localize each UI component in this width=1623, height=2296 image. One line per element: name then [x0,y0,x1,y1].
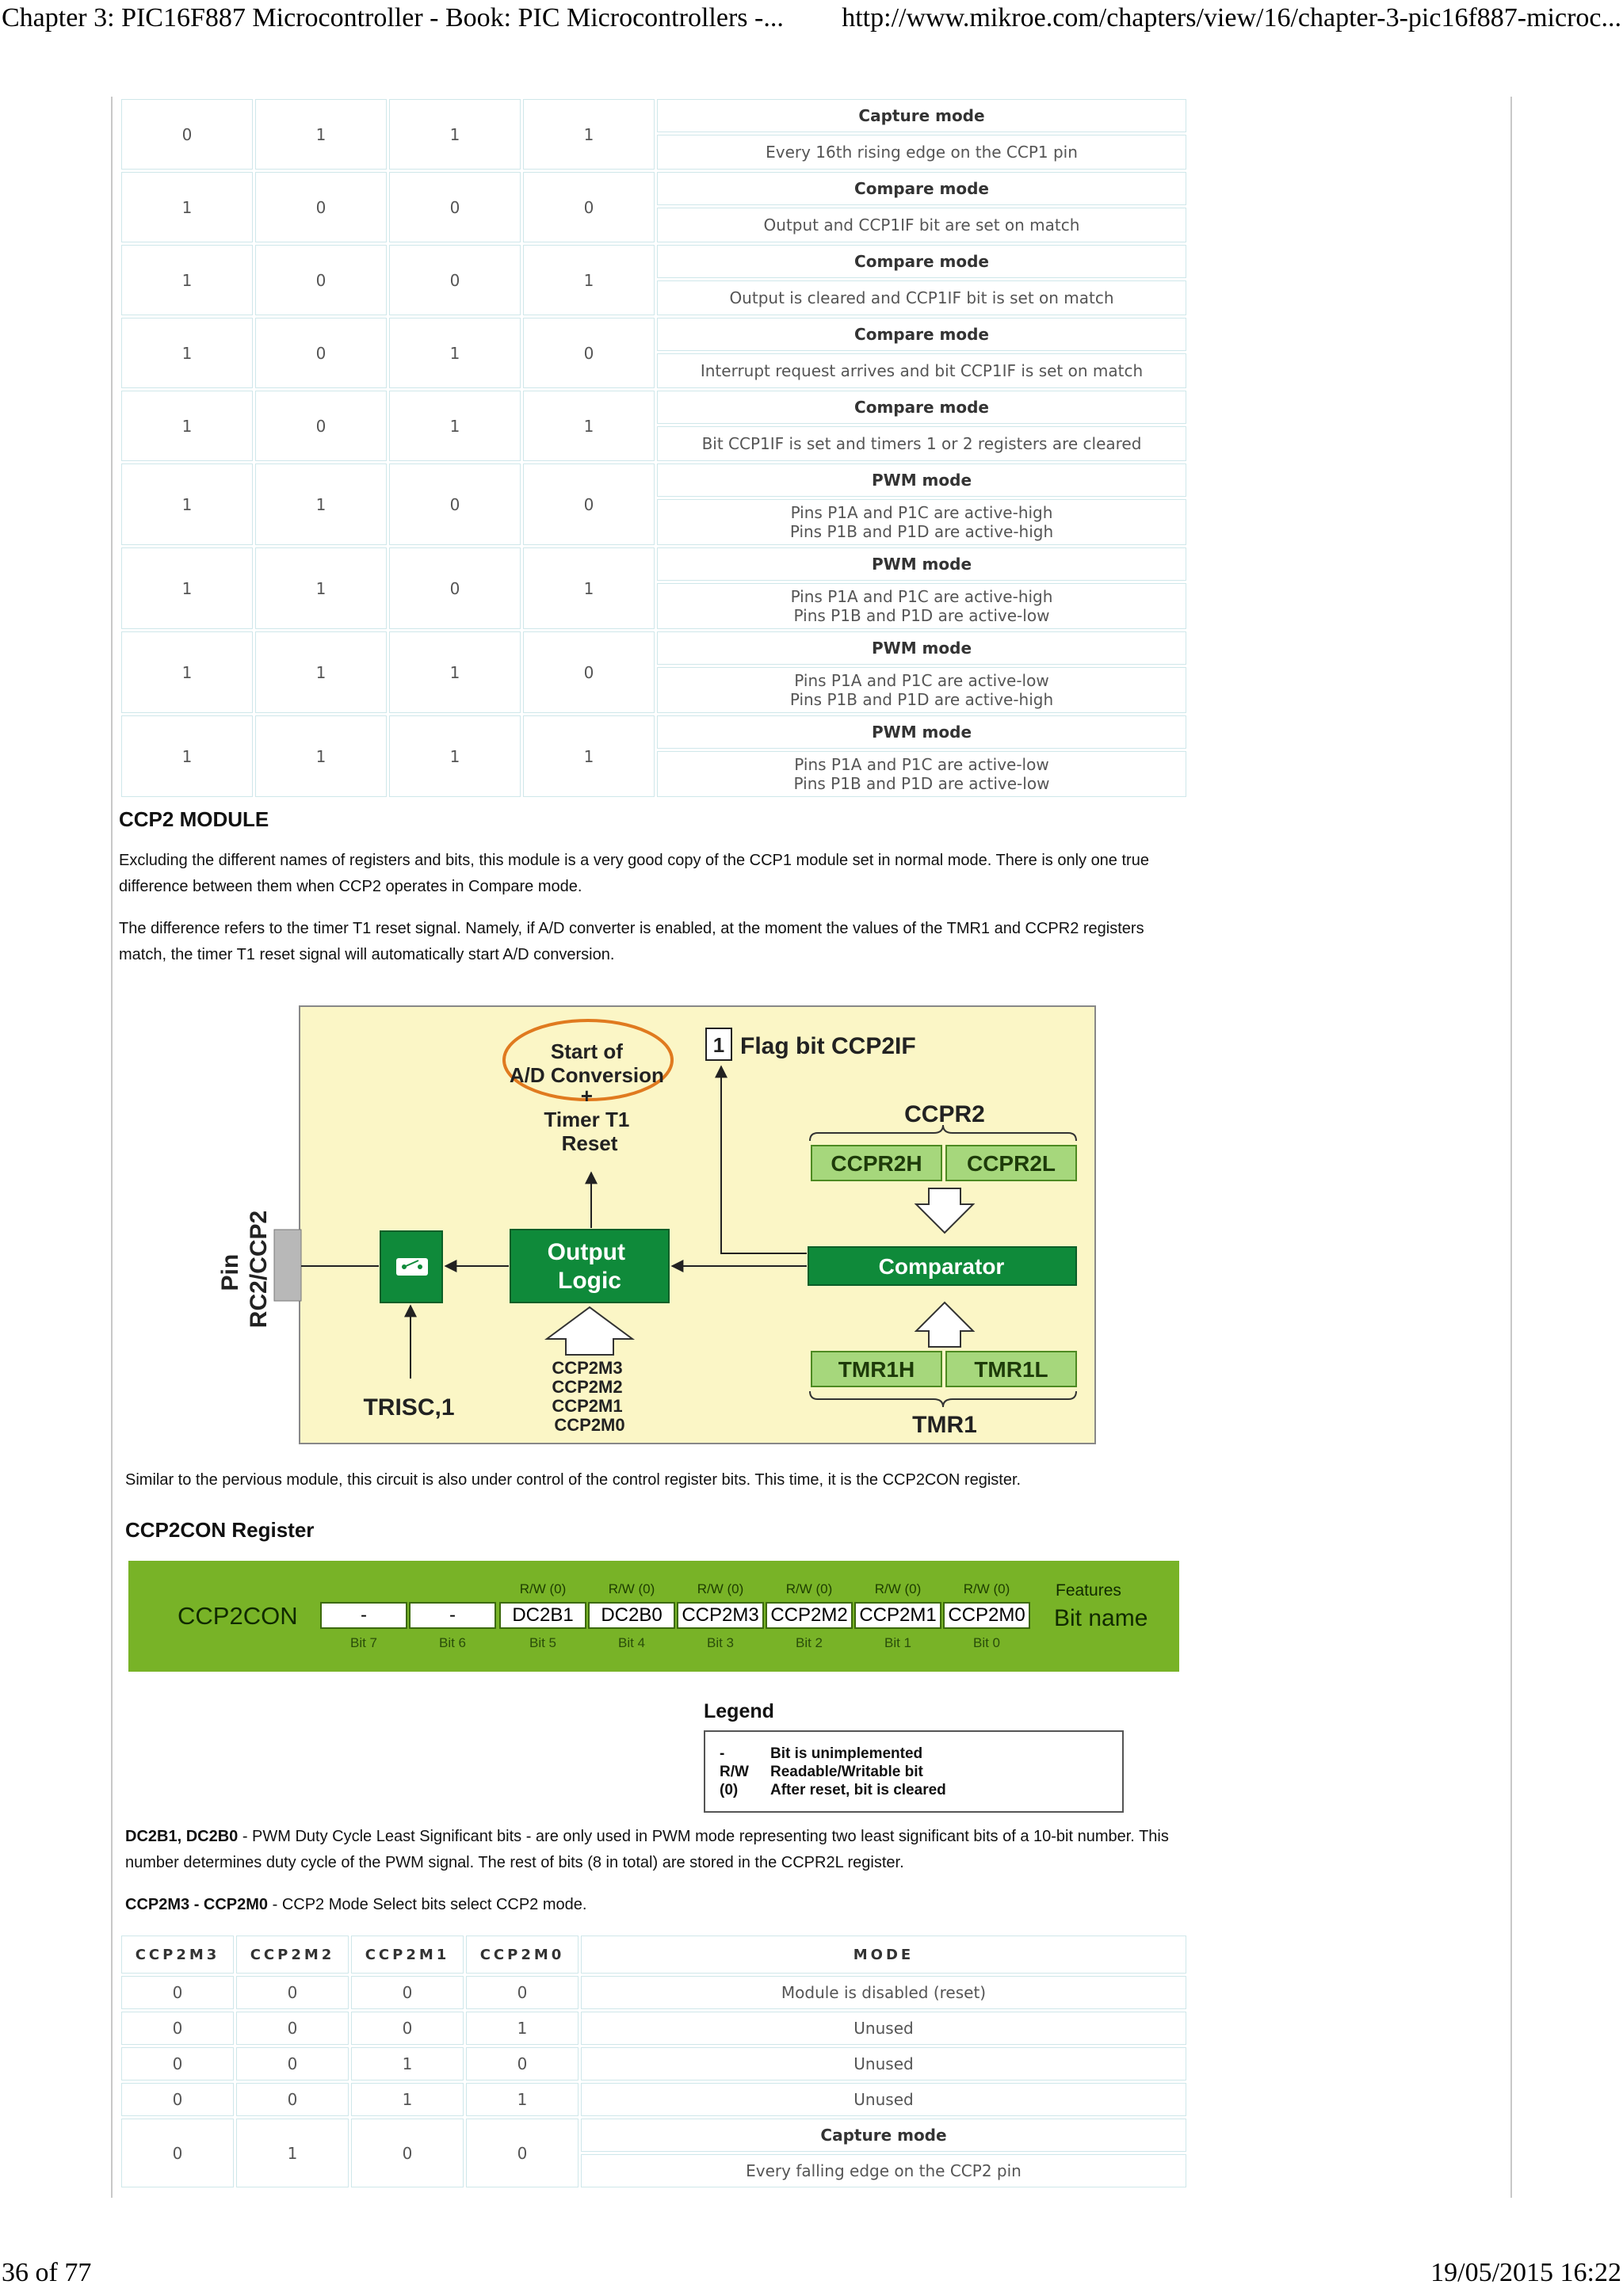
mode-title-cell: Compare mode [657,391,1186,424]
dc2b-bold: DC2B1, DC2B0 [125,1828,239,1845]
bit-cell: 1 [389,631,521,713]
bit-cell: 1 [255,547,387,629]
mode-desc-line: Pins P1A and P1C are active-high [790,503,1053,522]
bit-cell: 0 [236,2047,349,2081]
mode-title-cell: Compare mode [657,318,1186,351]
register-bit-number: Bit 6 [438,1635,467,1650]
page-header-url: http://www.mikroe.com/chapters/view/16/chapter-3-pic16f887-microc... [842,3,1621,32]
mode-desc-line: Interrupt request arrives and bit CCP1IF is set on match [700,361,1144,380]
ccp2-table-header: CCP2M2 [236,1936,349,1974]
mode-row [121,547,1186,581]
bit-cell: 1 [389,391,521,461]
bit-cell: 0 [236,2083,349,2116]
bit-cell: 0 [121,99,253,170]
bit-cell: 1 [523,99,655,170]
page-footer-datetime: 19/05/2015 16:22 [1430,2258,1621,2287]
ccpr2h-label: CCPR2H [831,1151,922,1176]
output-logic-label: Output Logic [547,1239,625,1294]
bit-cell: 0 [255,245,387,315]
mode-desc-cell [657,751,1186,797]
content-border-right [1510,97,1512,2198]
bit-cell: 0 [236,2012,349,2045]
ccp2-module-heading: CCP2 MODULE [119,807,269,831]
register-bit-cell: CCP2M2 [766,1602,853,1629]
mode-title-cell: PWM mode [657,631,1186,665]
bit-cell: 1 [121,318,253,388]
ccp2-table-header: CCP2M0 [466,1936,579,1974]
ccpr2l-label: CCPR2L [966,1151,1056,1176]
bit-cell: 0 [121,1976,234,2009]
bit-cell: 0 [389,172,521,242]
ccp2-table-header: CCP2M1 [351,1936,464,1974]
tmr1-label: TMR1 [912,1412,977,1438]
bit-cell: 1 [121,631,253,713]
bit-name-label: Bit name [1054,1605,1148,1631]
bit-cell: 0 [121,2083,234,2116]
bit-cell: 0 [351,2012,464,2045]
bit-cell: 1 [351,2047,464,2081]
bit-cell: 0 [466,2119,579,2187]
page-footer-number: 36 of 77 [2,2258,92,2287]
mode-desc-line: Pins P1A and P1C are active-high [790,587,1053,606]
mode-desc-line: Pins P1B and P1D are active-low [793,606,1050,625]
mode-desc-line: Pins P1A and P1C are active-low [794,671,1049,690]
comparator-label: Comparator [878,1254,1005,1279]
mode-desc-cell [657,426,1186,461]
mode-row [121,318,1186,351]
ccp2-table-header: CCP2M3 [121,1936,234,1974]
mode-title-cell: Capture mode [581,2119,1186,2152]
ccp2-paragraph-2: The difference refers to the timer T1 reset signal. Namely, if A/D converter is enabled, at the moment the values of the TMR1 and CCPR2 registers match, the timer T1 reset signal will automatically start A/D conversion. [119,920,1144,963]
bit-cell: 1 [389,99,521,170]
bit-cell: 1 [121,391,253,461]
register-bit-cell: CCP2M0 [943,1602,1030,1629]
ccp2-table-row [121,2047,1186,2081]
bit-cell: 1 [523,245,655,315]
legend-key: - [720,1745,725,1762]
mode-desc-line: Pins P1B and P1D are active-low [793,774,1050,793]
mode-desc-line: Output is cleared and CCP1IF bit is set on match [729,288,1114,307]
register-bit-cell: - [320,1602,407,1629]
register-bit-number: Bit 0 [972,1635,1001,1650]
mode-row [121,715,1186,749]
register-bit-cell: DC2B0 [588,1602,675,1629]
ccp2-table-header: MODE [581,1936,1186,1974]
bit-cell: 1 [121,245,253,315]
ccp2-table-row [121,2083,1186,2116]
bit-cell: 0 [121,2119,234,2187]
bit-cell: 1 [255,463,387,545]
mode-row [121,391,1186,424]
mode-cell: Unused [581,2083,1186,2116]
bit-cell: 1 [121,463,253,545]
mode-row [121,172,1186,205]
register-bit-number: Bit 4 [617,1635,646,1650]
bit-cell: 1 [255,715,387,797]
ccp2m-paragraph [125,1892,1187,1918]
bit-cell: 1 [466,2012,579,2045]
ccp2-table-row [121,1976,1186,2009]
register-rw-label: R/W (0) [697,1581,744,1596]
legend-row [720,1745,1122,1763]
pin-label: Pin RC2/CCP2 [217,1210,272,1329]
bit-cell: 1 [255,631,387,713]
mode-title-cell: Capture mode [657,99,1186,132]
register-bit-number: Bit 7 [349,1635,378,1650]
bit-cell: 1 [236,2119,349,2187]
ccp2-table-row [121,2012,1186,2045]
ccp2-compare-diagram [181,903,1100,1450]
register-rw-label: R/W (0) [785,1581,833,1596]
legend-box [704,1730,1124,1813]
register-rw-label: R/W (0) [874,1581,922,1596]
bit-cell: 0 [389,245,521,315]
ccp2con-name: CCP2CON [178,1602,298,1630]
pin-block [274,1230,301,1301]
mode-desc-line: Bit CCP1IF is set and timers 1 or 2 registers are cleared [701,434,1142,453]
ccp2-paragraph-3: Similar to the pervious module, this circuit is also under control of the control register bits. This time, it is the CCP2CON register. [125,1471,1022,1489]
mode-cell: Unused [581,2047,1186,2081]
register-bit-cell: - [409,1602,496,1629]
mode-row [121,463,1186,497]
register-bit-number: Bit 5 [529,1635,557,1650]
ccpr2-label: CCPR2 [904,1101,985,1127]
bit-cell: 1 [351,2083,464,2116]
bit-cell: 1 [121,715,253,797]
mode-desc-line: Pins P1B and P1D are active-high [789,690,1054,709]
dc2b-paragraph [125,1824,1187,1876]
bit-cell: 1 [121,547,253,629]
bit-cell: 0 [236,1976,349,2009]
trisc-label: TRISC,1 [363,1394,455,1421]
mode-desc-line: Pins P1A and P1C are active-low [794,755,1049,774]
mode-title-cell: PWM mode [657,463,1186,497]
content-area [119,97,1189,968]
legend-row [720,1763,1122,1781]
register-bit-number: Bit 1 [884,1635,912,1650]
bit-cell: 0 [523,318,655,388]
mode-desc-line: Every 16th rising edge on the CCP1 pin [766,143,1078,162]
bit-cell: 0 [466,2047,579,2081]
bit-cell: 0 [121,2012,234,2045]
legend-title: Legend [704,1700,774,1722]
mode-title-cell: Compare mode [657,172,1186,205]
register-rw-label: R/W (0) [519,1581,567,1596]
mode-cell: Unused [581,2012,1186,2045]
start-ad-label: Start of A/D Conversion + Timer T1 Reset [509,1039,664,1155]
mode-desc-cell [657,499,1186,545]
mode-desc-cell [657,135,1186,170]
mode-desc-cell [657,667,1186,713]
bit-cell: 1 [121,172,253,242]
mode-desc-cell [657,583,1186,629]
register-bit-number: Bit 3 [706,1635,735,1650]
legend-value: Readable/Writable bit [770,1764,923,1780]
mode-desc-cell [657,353,1186,388]
bit-cell: 0 [351,2119,464,2187]
ccp1-mode-table [119,97,1189,799]
bit-cell: 0 [523,172,655,242]
register-rw-label: R/W (0) [608,1581,655,1596]
bit-cell: 0 [255,391,387,461]
legend-key: R/W [720,1764,749,1780]
mode-bits-labels: CCP2M3 CCP2M2 CCP2M1 CCP2M0 [552,1358,625,1435]
mode-title-cell: Compare mode [657,245,1186,278]
ccp2-mode-table [119,1933,1189,2190]
ccp2m-bold: CCP2M3 - CCP2M0 [125,1896,269,1913]
page-header-title: Chapter 3: PIC16F887 Microcontroller - Book: PIC Microcontrollers -... [2,3,784,32]
bit-cell: 0 [255,318,387,388]
mode-cell: Module is disabled (reset) [581,1976,1186,2009]
bit-cell: 1 [523,715,655,797]
tmr1l-label: TMR1L [974,1357,1048,1382]
bit-cell: 1 [255,99,387,170]
legend-value: Bit is unimplemented [770,1745,923,1762]
ccp2-paragraph-1: Excluding the different names of registers and bits, this module is a very good copy of the CCP1 module set in normal mode. There is only one true difference between them when CCP2 operates in Compare mode. [119,852,1149,895]
bit-cell: 0 [466,1976,579,2009]
mode-title-cell: PWM mode [657,547,1186,581]
register-bit-number: Bit 2 [795,1635,823,1650]
mode-row [121,631,1186,665]
bit-cell: 0 [523,463,655,545]
ccp2m-text: - CCP2 Mode Select bits select CCP2 mode. [268,1896,587,1913]
bit-cell: 0 [389,547,521,629]
bit-cell: 1 [389,318,521,388]
mode-desc-line: Output and CCP1IF bit are set on match [763,215,1080,235]
bit-cell: 0 [523,631,655,713]
register-rw-label: R/W (0) [963,1581,1010,1596]
bit-cell: 1 [523,391,655,461]
mode-desc-line: Pins P1B and P1D are active-high [789,522,1054,541]
dc2b-text: - PWM Duty Cycle Least Significant bits - are only used in PWM mode representing two least significant bits of a 10-bit number. This number determines duty cycle of the PWM signal. The rest of bits (8 in total) are stored in the CCPR2L register. [125,1828,1169,1871]
mode-desc-cell [657,280,1186,315]
flag-label: Flag bit CCP2IF [740,1033,916,1059]
mode-row [121,99,1186,132]
mode-row [121,245,1186,278]
register-bit-cell: DC2B1 [499,1602,586,1629]
bit-cell: 0 [351,1976,464,2009]
legend-key: (0) [720,1782,739,1798]
bit-cell: 0 [389,463,521,545]
mode-desc-cell [657,208,1186,242]
flag-number: 1 [712,1033,725,1057]
bit-cell: 1 [466,2083,579,2116]
features-label: Features [1056,1581,1121,1600]
bit-cell: 0 [255,172,387,242]
ccp2-table-row [121,2119,1186,2152]
content-border-left [111,97,113,2198]
tmr1h-label: TMR1H [838,1357,915,1382]
register-bit-cell: CCP2M1 [854,1602,941,1629]
bit-cell: 1 [523,547,655,629]
bit-cell: 0 [121,2047,234,2081]
ccp2con-register-diagram [128,1561,1179,1672]
mode-desc-cell: Every falling edge on the CCP2 pin [581,2154,1186,2187]
mode-title-cell: PWM mode [657,715,1186,749]
ccp2con-heading: CCP2CON Register [125,1518,315,1542]
register-bit-cell: CCP2M3 [677,1602,764,1629]
bit-cell: 1 [389,715,521,797]
legend-value: After reset, bit is cleared [770,1782,946,1798]
legend-row [720,1781,1122,1799]
